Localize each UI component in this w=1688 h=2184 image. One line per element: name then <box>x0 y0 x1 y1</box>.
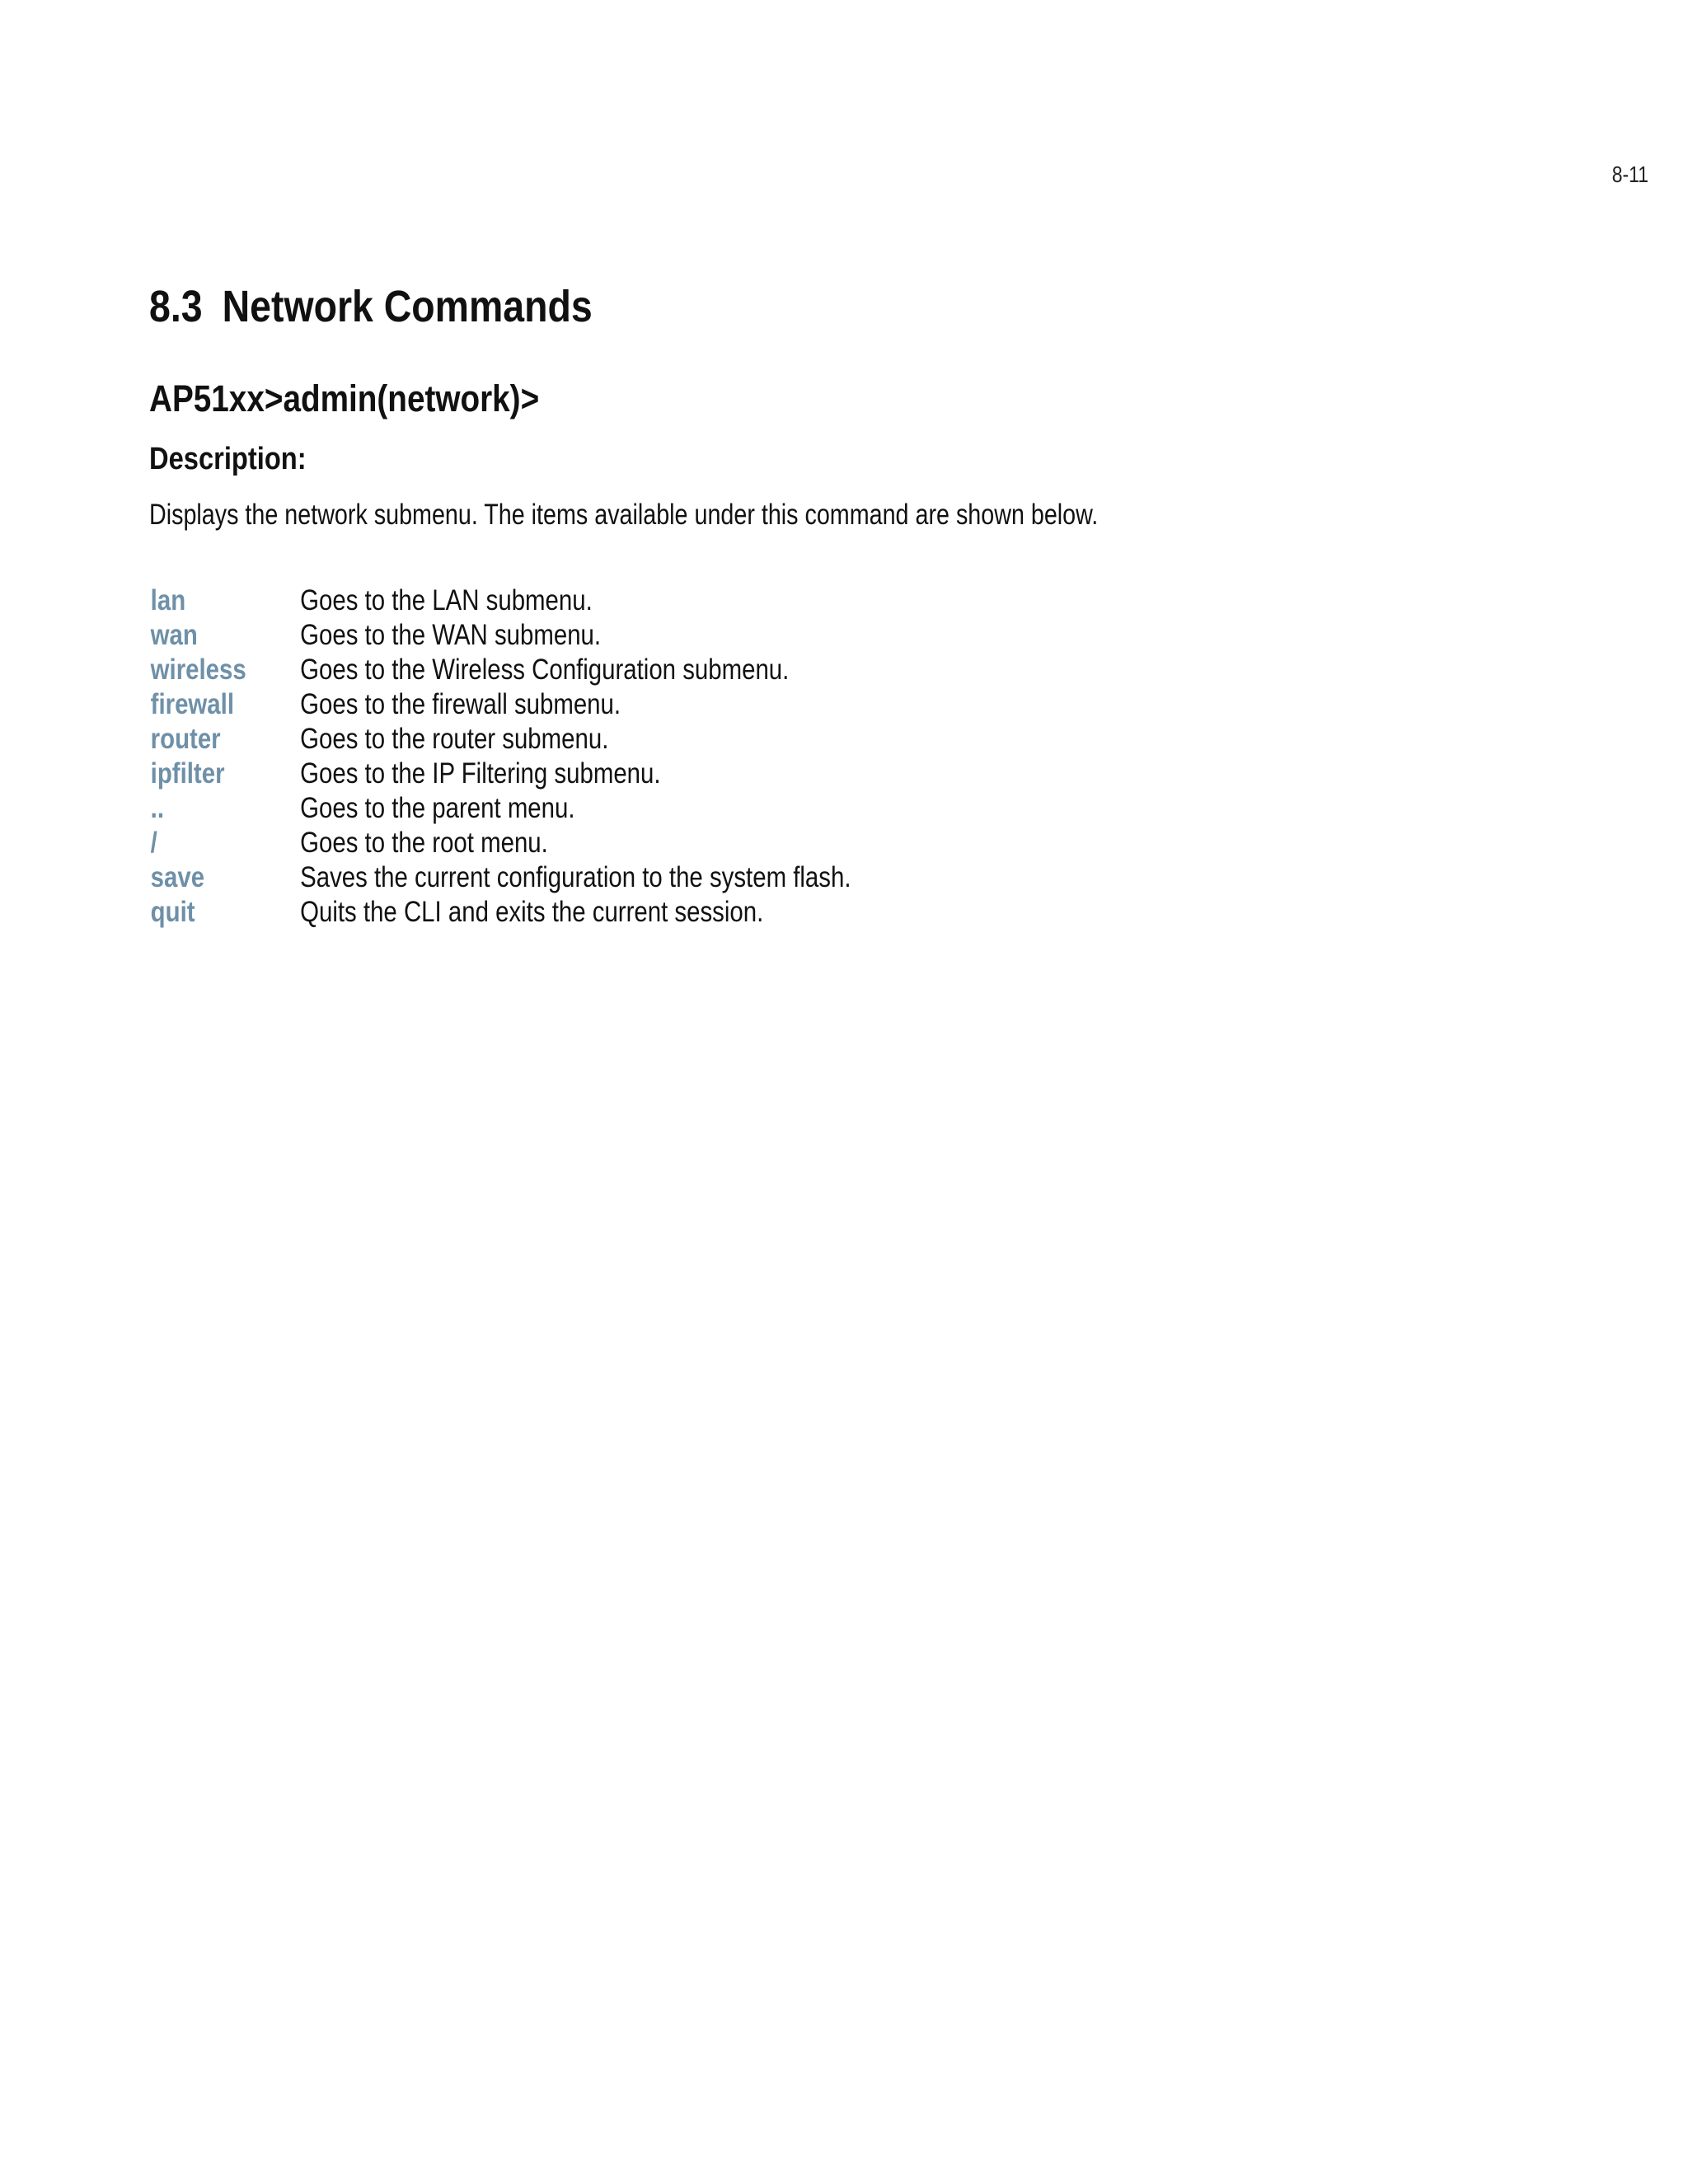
section-title <box>149 280 1411 334</box>
command-name: .. <box>150 792 165 825</box>
description-heading: Description: <box>149 441 307 476</box>
command-name: lan <box>150 584 186 617</box>
section-number: 8.3 <box>149 282 203 331</box>
command-description: Goes to the LAN submenu. <box>300 584 593 617</box>
command-row-router <box>149 722 1381 757</box>
command-description: Saves the current configuration to the system flash. <box>300 861 851 894</box>
command-list <box>149 583 1616 930</box>
command-name: wan <box>150 619 198 652</box>
command-row-quit <box>149 895 1381 930</box>
description-text: Displays the network submenu. The items available under this command are shown below. <box>149 499 1099 532</box>
command-name: router <box>150 723 221 756</box>
command-description: Quits the CLI and exits the current session. <box>300 896 764 929</box>
command-name: wireless <box>150 654 246 687</box>
command-description: Goes to the router submenu. <box>300 723 609 756</box>
page-number: 8-11 <box>1611 162 1648 187</box>
command-description: Goes to the root menu. <box>300 827 548 860</box>
command-name: save <box>150 861 205 894</box>
command-row-lan <box>149 583 1381 618</box>
command-name: firewall <box>150 688 234 721</box>
command-row-parent <box>149 791 1381 826</box>
command-row-firewall <box>149 687 1381 722</box>
command-row-wan <box>149 618 1381 653</box>
command-description: Goes to the Wireless Configuration submenu. <box>300 654 790 687</box>
command-description: Goes to the IP Filtering submenu. <box>300 757 661 790</box>
command-name: quit <box>150 896 195 929</box>
section-title-text: Network Commands <box>222 282 593 331</box>
command-row-root <box>149 826 1381 860</box>
page-content <box>149 280 1616 930</box>
command-row-ipfilter <box>149 757 1381 791</box>
command-name: ipfilter <box>150 757 225 790</box>
command-description: Goes to the parent menu. <box>300 792 575 825</box>
command-heading: AP51xx>admin(network)> <box>149 377 540 419</box>
command-name: / <box>150 827 157 860</box>
command-description: Goes to the WAN submenu. <box>300 619 602 652</box>
command-description: Goes to the firewall submenu. <box>300 688 621 721</box>
command-row-wireless <box>149 653 1381 687</box>
command-row-save <box>149 860 1381 895</box>
